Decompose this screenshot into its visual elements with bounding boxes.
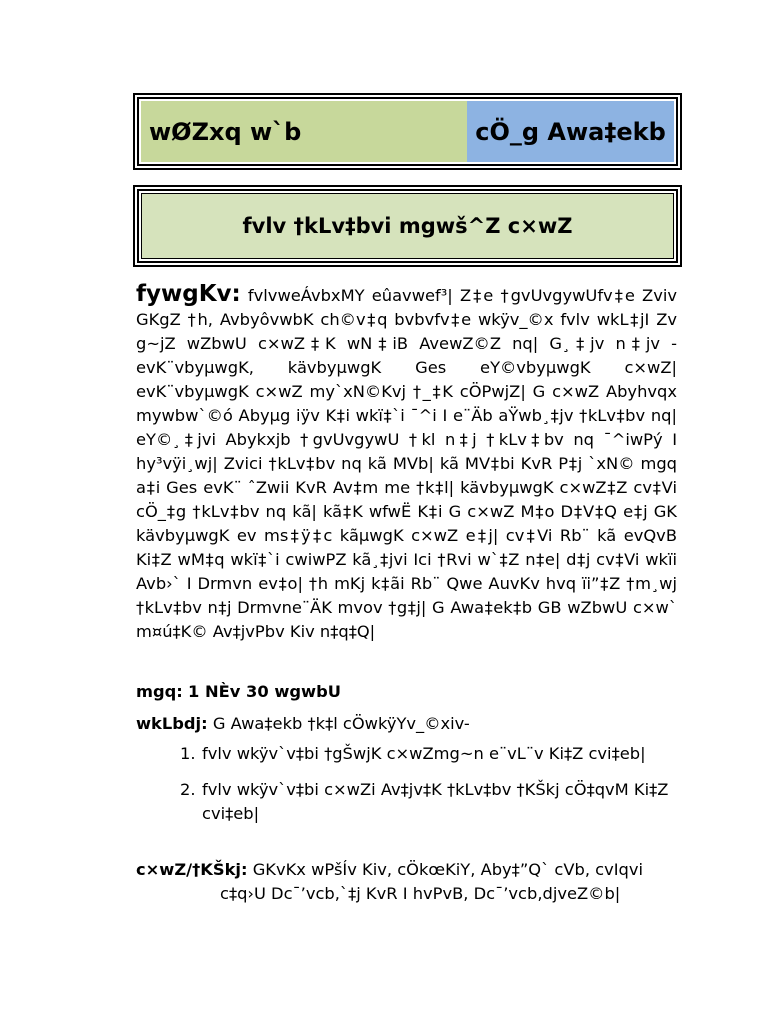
outcome-list xyxy=(180,742,680,838)
duration-label: mgq: xyxy=(136,682,183,701)
title-box xyxy=(133,185,682,267)
list-number: 1. xyxy=(180,744,196,763)
intro-lead: fywgKv: xyxy=(136,281,241,307)
duration-line xyxy=(136,680,341,704)
method-label: c×wZ/†KŠkj: xyxy=(136,860,248,879)
duration-value: 1 NÈv 30 wgwbU xyxy=(187,682,341,701)
list-number: 2. xyxy=(180,780,196,799)
session-header xyxy=(133,93,682,170)
outcome-text: G Awa‡ekb †k‡l cÖwkÿYv_©xiv- xyxy=(212,714,470,733)
intro-paragraph xyxy=(136,282,677,644)
list-text: fvlv wkÿv`v‡bi †gŠwjK c×wZmg~n e¨vL¨v Ki‡Z cvi‡eb| xyxy=(202,744,646,763)
outcome-label: wkLbdj: xyxy=(136,714,208,733)
method-block xyxy=(136,858,676,906)
list-item xyxy=(180,778,680,826)
session-label: cÖ_g Awa‡ekb xyxy=(467,101,674,162)
outcome-line xyxy=(136,712,470,736)
list-item xyxy=(180,742,680,766)
list-text: fvlv wkÿv`v‡bi c×wZi Av‡jv‡K †kLv‡bv †KŠkj cÖ‡qvM Ki‡Z cvi‡eb| xyxy=(202,780,669,823)
method-text: GKvKx wPšÍv Kiv, cÖkœKiY, Aby‡”Q` cVb, cvIqvi c‡q›U Dc¯’vcb,`‡j KvR I hvPvB, Dc¯’vcb,djveZ©b| xyxy=(220,860,644,903)
page-title: fvlv †kLv‡bvi mgwš^Z c×wZ xyxy=(141,193,674,259)
chapter-label: wØZxq w`b xyxy=(141,101,467,162)
intro-body: fvlvweÁvbxMY eûavwef³| Z‡e †gvUvgywUfv‡e Zviv GKgZ †h, AvbyôvwbK ch©v‡q bvbvfv‡e wkÿv_©x fvlv wkL‡jI Zv g~jZ wZbwU c×wZ‡K wN‡iB AvewZ©Z nq| G¸‡jv n‡jv - evK¨vbyµwgK, kävbyµwgK Ges eY©vbyµwgK c×wZ| evK¨vbyµwgK c×wZ my`xN©Kvj †_‡K cÖPwjZ| G c×wZ Abyhvqx mywbw`©ó Abyµg iÿv K‡i wkï‡`i ¯^i I e¨Äb aŸwb¸‡jv †kLv‡bv nq| eY©¸‡jvi Abykxjb †gvUvgywU †kl n‡j †kLv‡bv nq ¯^iwPý I hy³vÿi¸wj| Zvici †kLv‡bv nq kã MVb| kã MV‡bi KvR P‡j `xN© mgq a‡i Ges evK¨ ˆZwii KvR Av‡m me †k‡l| kävbyµwgK c×wZ‡Z cv‡Vi cÖ_‡g †kLv‡bv nq kã| kã‡K wfwË K‡i G c×wZ M‡o D‡V‡Q e‡j GK kävbyµwgK ev ms‡ÿ‡c kãµwgK c×wZ e‡j| cv‡Vi Rb¨ kã evQvB Ki‡Z wM‡q wkï‡`i cwiwPZ kã¸‡jvi Ici †Rvi w`‡Z n‡e| d‡j cv‡Vi wkïi Avb›` I Drmvn ev‡o| †h mKj k‡ãi Rb¨ Qwe AuvKv hvq ïi”‡Z †m¸wj †kLv‡bv n‡j Drmvne¨ÄK mvov †g‡j| G Awa‡ek‡b GB wZbwU c×w` m¤ú‡K© Av‡jvPbv Kiv n‡q‡Q| xyxy=(136,286,677,641)
